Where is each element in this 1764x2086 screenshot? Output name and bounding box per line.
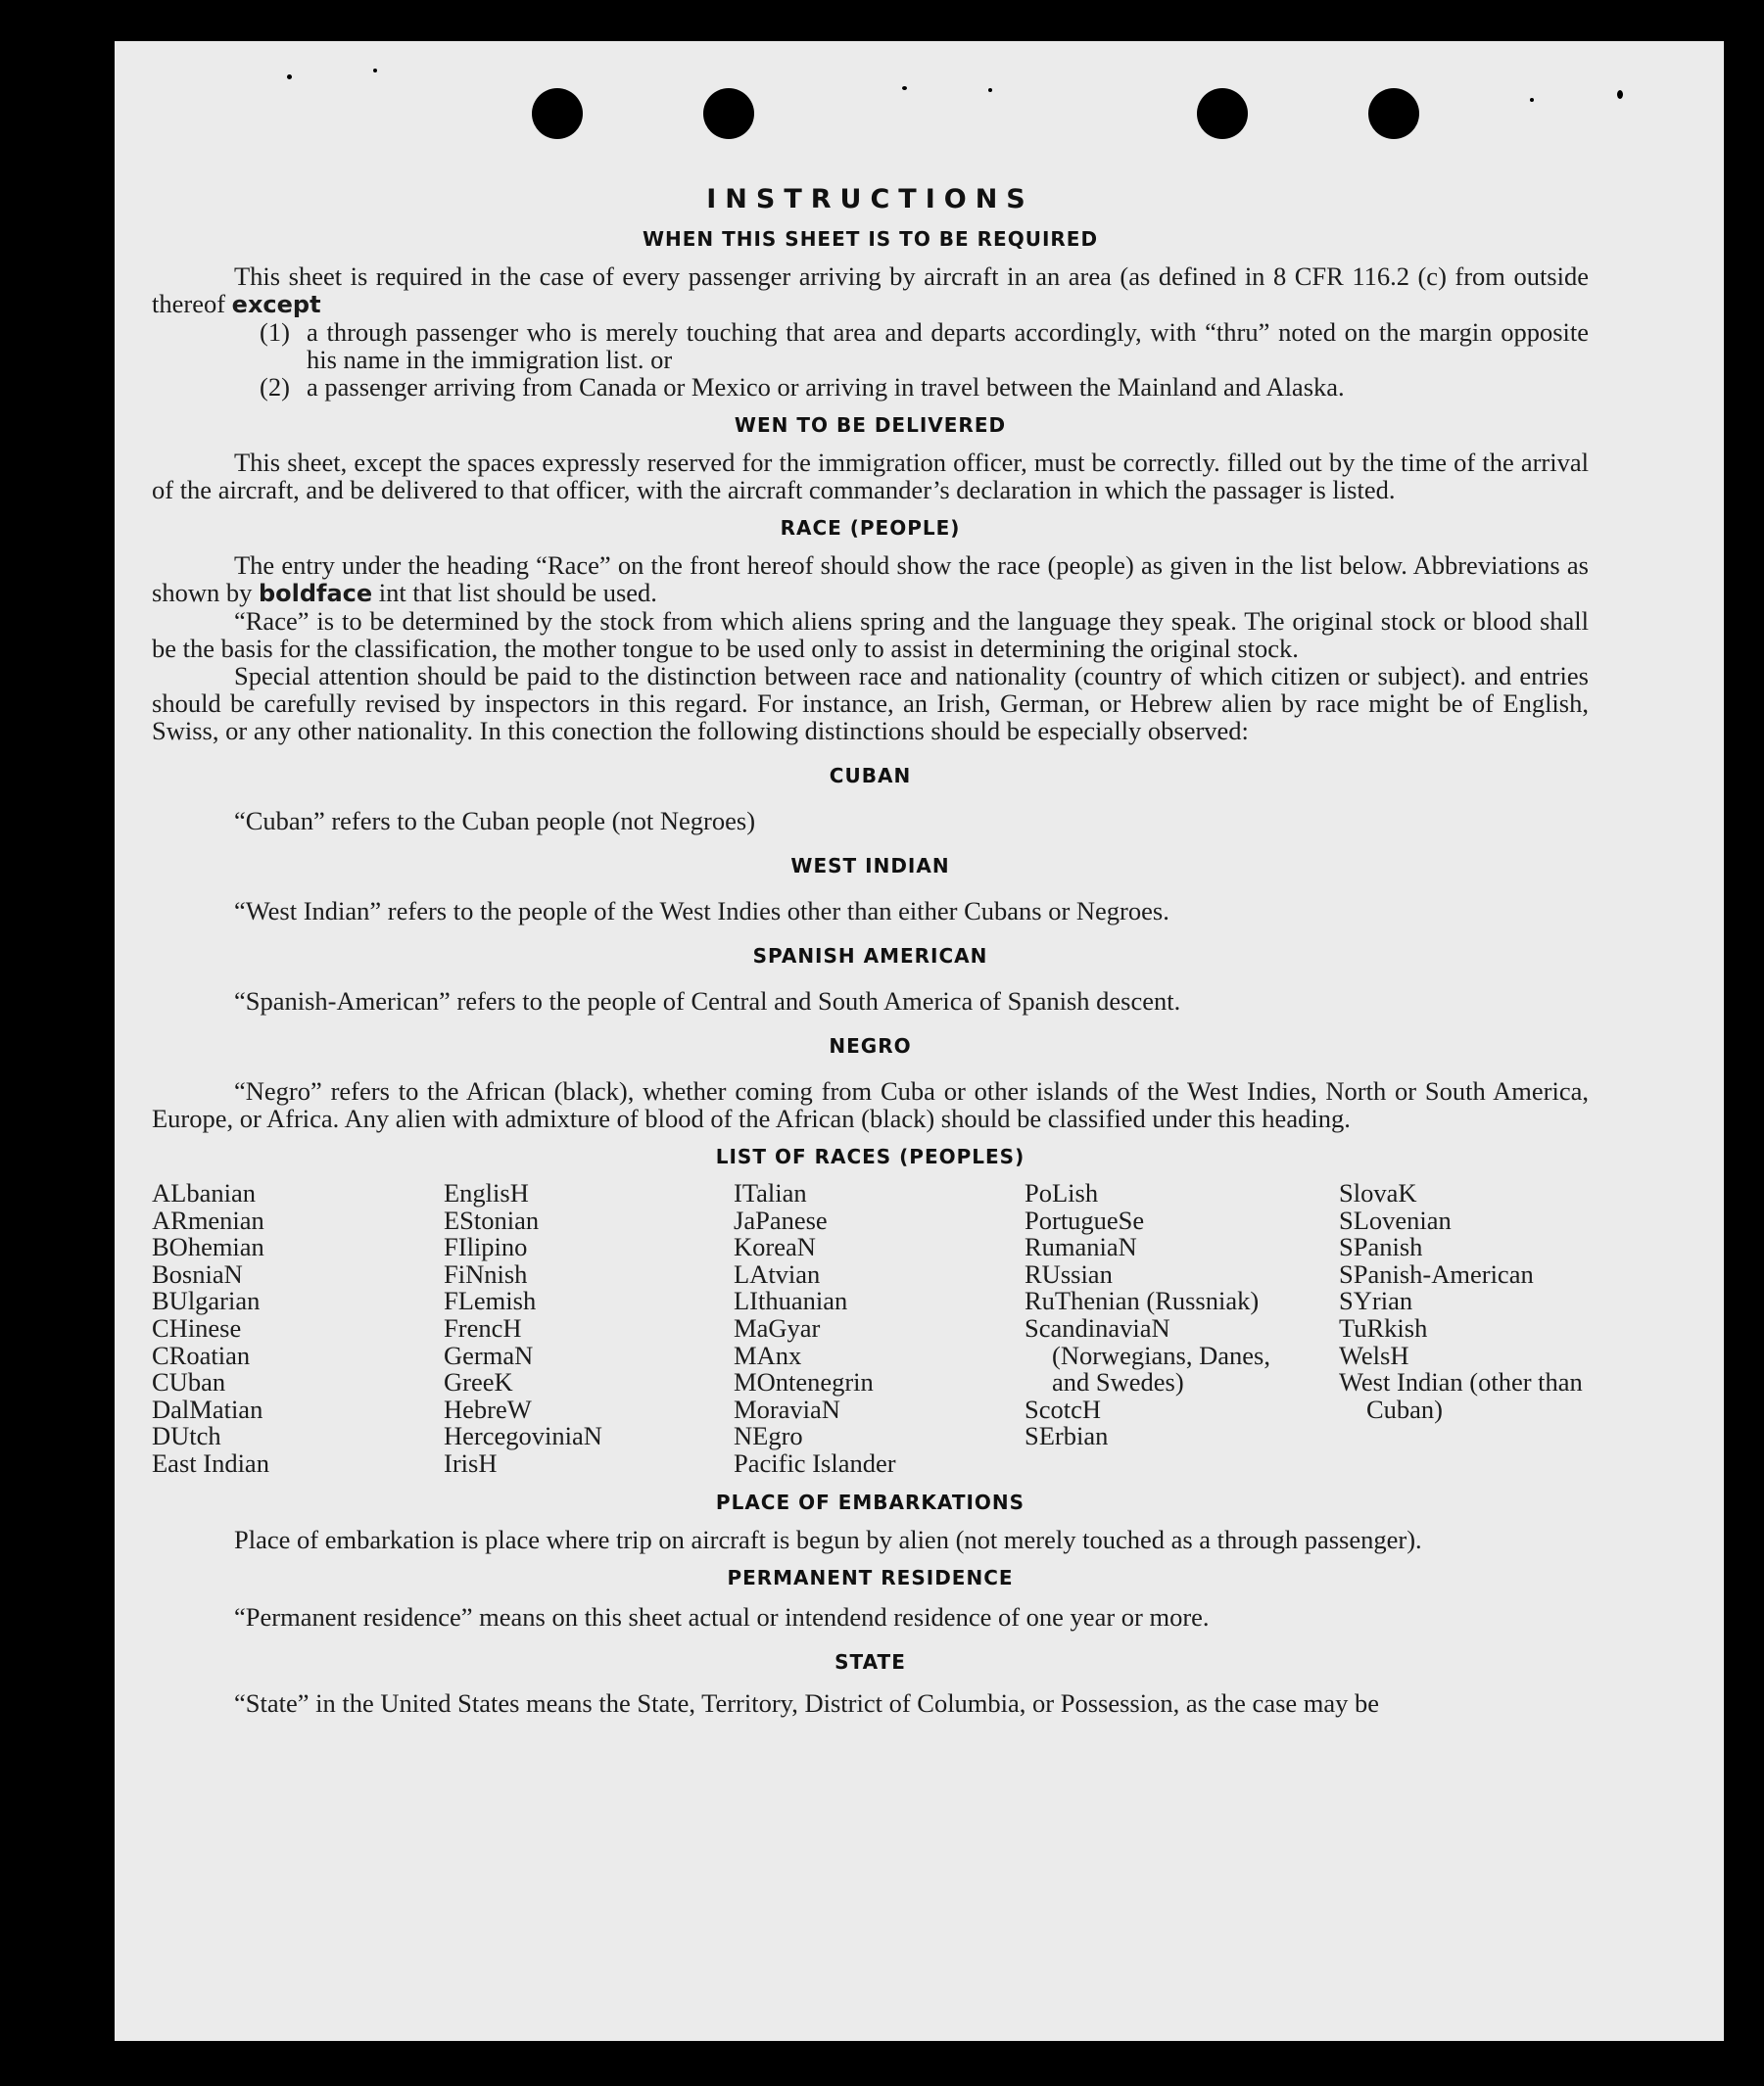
race-entry: ITalian [734,1178,807,1208]
races-column [444,1180,734,1478]
race-entry: EnglisH [444,1178,529,1208]
race-entry: ARmenian [152,1205,264,1235]
race-entry: LIthuanian [734,1286,848,1316]
section-heading-race: RACE (PEOPLE) [780,516,961,540]
speck [902,86,907,90]
paragraph: “Permanent residence” means on this sheet actual or intendend residence of one year or more. [234,1601,1210,1632]
race-entry: BosniaN [152,1258,243,1289]
race-entry: SPanish-American [1339,1258,1534,1289]
speck [373,69,377,72]
race-entry: BOhemian [152,1232,264,1262]
section-heading-when-delivered: WEN TO BE DELIVERED [734,413,1007,437]
instructions-content [152,186,1589,1717]
race-entry: West Indian (other than Cuban) [1339,1367,1583,1424]
paragraph: “Spanish-American” refers to the people of Central and South America of Spanish descent. [234,986,1181,1016]
paragraph: “Negro” refers to the African (black), whether coming from Cuba or other islands of the West Indies, North or South America, Europe, or Africa. Any alien with admixture of blood of the African (black) should be classified under this heading. [152,1076,1589,1133]
race-entry: SlovaK [1339,1178,1417,1208]
races-table [152,1180,1589,1478]
race-entry: East Indian [152,1447,269,1478]
page-title: INSTRUCTIONS [706,184,1034,214]
paragraph: “West Indian” refers to the people of the West Indies other than either Cubans or Negroes. [234,896,1169,925]
race-entry: PoLish [1025,1178,1099,1208]
race-entry: RUssian [1025,1258,1113,1289]
section-heading-cuban: CUBAN [829,764,912,787]
race-entry: DalMatian [152,1394,263,1424]
races-column [734,1180,1025,1478]
race-entry: HebreW [444,1394,532,1424]
race-entry: JaPanese [734,1205,828,1235]
section-heading-spanish-american: SPANISH AMERICAN [752,944,988,968]
speck [287,74,292,79]
paragraph: “Cuban” refers to the Cuban people (not Negroes) [234,806,756,835]
races-column [152,1180,444,1478]
race-entry: KoreaN [734,1232,816,1262]
section-heading-west-indian: WEST INDIAN [790,854,950,877]
race-entry: HercegoviniaN [444,1421,602,1451]
punch-hole [1197,88,1248,139]
document-sheet [115,41,1724,2041]
section-heading-embarkation: PLACE OF EMBARKATIONS [715,1490,1025,1514]
race-entry: PortugueSe [1025,1205,1145,1235]
paragraph: Place of embarkation is place where trip on aircraft is begun by alien (not merely touched as a through passenger). [234,1524,1422,1554]
race-entry: RuThenian (Russniak) [1025,1286,1260,1316]
race-entry: GermaN [444,1340,534,1370]
race-entry: MAnx [734,1340,802,1370]
race-entry: RumaniaN [1025,1232,1137,1262]
race-entry: ScandinaviaN (Norwegians, Danes, and Swedes) [1025,1312,1270,1398]
race-entry: CUban [152,1367,226,1398]
race-entry: SErbian [1025,1421,1109,1451]
section-heading-state: STATE [834,1649,906,1674]
list-item: (2) a passenger arriving from Canada or Mexico or arriving in travel between the Mainland and Alaska. [260,372,1345,402]
race-entry: BUlgarian [152,1286,261,1316]
race-entry: ALbanian [152,1178,256,1208]
race-entry: TuRkish [1339,1312,1428,1343]
race-entry: DUtch [152,1421,221,1451]
race-entry: CRoatian [152,1340,251,1370]
punch-hole [703,88,754,139]
race-entry: LAtvian [734,1258,821,1289]
race-entry: NEgro [734,1421,803,1451]
race-entry: FLemish [444,1286,537,1316]
race-entry: FrencH [444,1312,522,1343]
race-entry: IrisH [444,1447,498,1478]
race-entry: MoraviaN [734,1394,840,1424]
paragraph: The entry under the heading “Race” on the front hereof should show the race (people) as given in the list below. Abbreviations as shown by boldface int that list should be used. [152,550,1589,607]
race-entry: FiNnish [444,1258,528,1289]
race-entry: CHinese [152,1312,242,1343]
section-heading-negro: NEGRO [829,1034,912,1058]
section-heading-list-of-races: LIST OF RACES (PEOPLES) [715,1145,1025,1168]
race-entry: MOntenegrin [734,1367,874,1398]
race-entry: Pacific Islander [734,1447,896,1478]
punch-hole [532,88,583,139]
race-entry: SPanish [1339,1232,1423,1262]
race-entry: MaGyar [734,1312,821,1343]
paragraph: “State” in the United States means the State, Territory, District of Columbia, or Possession, as the case may be [234,1687,1380,1718]
race-entry: ScotcH [1025,1394,1102,1424]
paragraph: Special attention should be paid to the distinction between race and nationality (country of which citizen or subject). and entries should be carefully revised by inspectors in this regard. For instance, an Irish, German, or Hebrew alien by race might be of English, Swiss, or any other nationality. In this conection the following distinctions should be especially observed: [152,661,1589,745]
paragraph: This sheet, except the spaces expressly reserved for the immigration officer, must be correctly. filled out by the time of the arrival of the aircraft, and be delivered to that officer, with the aircraft commander’s declaration in which the passager is listed. [152,448,1589,504]
races-column [1025,1180,1274,1478]
paragraph: “Race” is to be determined by the stock from which aliens spring and the language they speak. The original stock or blood shall be the basis for the classification, the mother tongue to be used only to assist in determining the original stock. [152,606,1589,663]
speck [988,88,992,92]
speck [1617,90,1623,99]
section-heading-when-required: WHEN THIS SHEET IS TO BE REQUIRED [642,227,1099,251]
speck [1530,98,1534,102]
list-item: (1) a through passenger who is merely touching that area and departs accordingly, with “thru” noted on the margin opposite his name in the immigration list. or [260,317,1589,374]
race-entry: SLovenian [1339,1205,1452,1235]
race-entry: SYrian [1339,1286,1413,1316]
race-entry: WelsH [1339,1340,1409,1370]
paragraph: This sheet is required in the case of every passenger arriving by aircraft in an area (as defined in 8 CFR 116.2 (c) from outside thereof except [152,261,1589,318]
race-entry: FIlipino [444,1232,528,1262]
race-entry: GreeK [444,1367,513,1398]
punch-hole [1368,88,1419,139]
race-entry: EStonian [444,1205,540,1235]
races-column [1339,1180,1589,1478]
section-heading-permanent-residence: PERMANENT RESIDENCE [727,1565,1014,1589]
